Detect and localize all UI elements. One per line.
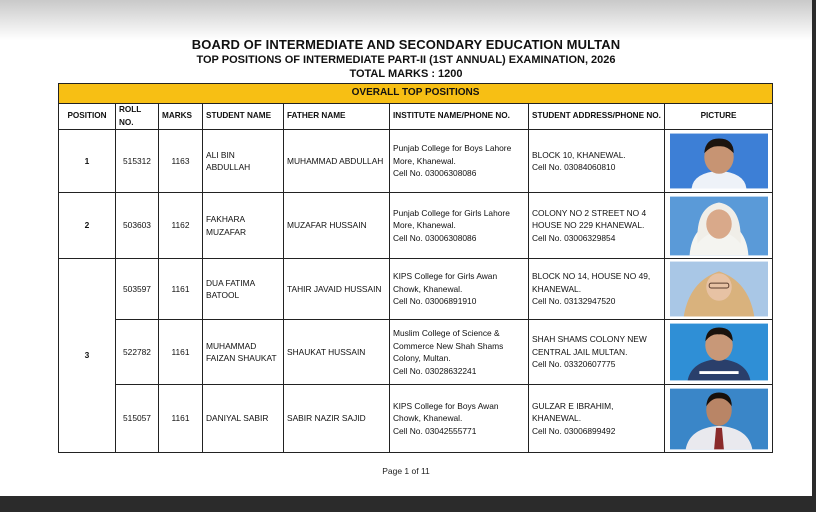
picture-cell [665,193,773,259]
address-cell [529,385,665,453]
address-line: Cell No. 03320607775 [532,359,616,370]
student-cell: FAKHARA MUZAFAR [203,193,284,259]
institute-line: More, Khanewal. [393,155,456,166]
col-picture: PICTURE [665,104,773,130]
address-line: HOUSE NO 229 KHANEWAL. [532,220,645,231]
scan-shadow [0,0,812,40]
total-marks: TOTAL MARKS : 1200 [349,68,463,80]
marks-cell: 1161 [159,259,203,320]
institute-line: Punjab College for Girls Lahore [393,207,510,218]
roll-cell: 522782 [116,320,159,385]
col-marks: MARKS [159,104,203,130]
col-student: STUDENT NAME [203,104,284,130]
marks-cell: 1162 [159,193,203,259]
father-cell: TAHIR JAVAID HUSSAIN [284,259,390,320]
address-line: Cell No. 03084060810 [532,162,616,172]
institute-cell [390,385,529,453]
address-line: KHANEWAL. [532,283,582,294]
table-banner: OVERALL TOP POSITIONS [59,84,773,104]
student-photo [670,323,768,381]
institute-line: More, Khanewal. [393,220,456,231]
address-line: CENTRAL JAIL MULTAN. [532,346,628,357]
institute-cell [390,320,529,385]
student-photo [670,196,768,256]
student-cell: ALI BIN ABDULLAH [203,130,284,193]
col-address: STUDENT ADDRESS/PHONE NO. [529,104,665,130]
institute-line: Chowk, Khanewal. [393,413,463,424]
address-cell [529,130,665,193]
roll-cell: 503597 [116,259,159,320]
father-cell: SABIR NAZIR SAJID [284,385,390,453]
position-cell: 3 [59,259,116,453]
institute-line: KIPS College for Boys Awan [393,400,499,411]
board-title: BOARD OF INTERMEDIATE AND SECONDARY EDUCATION MULTAN [191,37,621,52]
student-photo [670,133,768,189]
institute-line: Cell No. 03028632241 [393,365,477,376]
father-cell: MUZAFAR HUSSAIN [284,193,390,259]
student-cell: DUA FATIMA BATOOL [203,259,284,320]
address-line: Cell No. 03006899492 [532,425,616,436]
father-cell: MUHAMMAD ABDULLAH [284,130,390,193]
student-cell: DANIYAL SABIR [203,385,284,453]
exam-title: TOP POSITIONS OF INTERMEDIATE PART-II (1ST ANNUAL) EXAMINATION, 2026 [196,54,616,66]
col-father: FATHER NAME [284,104,390,130]
roll-cell: 503603 [116,193,159,259]
institute-line: Chowk, Khanewal. [393,283,463,294]
address-line: Cell No. 03132947520 [532,296,616,307]
institute-line: Cell No. 03006308086 [393,232,477,243]
institute-line: Muslim College of Science & [393,328,500,338]
marks-cell: 1163 [159,130,203,193]
institute-line: Colony, Multan. [393,353,451,363]
institute-cell [390,130,529,193]
table-row [59,385,773,453]
roll-cell: 515312 [116,130,159,193]
roll-cell: 515057 [116,385,159,453]
page-number: Page 1 of 11 [382,466,430,476]
address-line: BLOCK NO 14, HOUSE NO 49, [532,271,651,282]
position-cell: 1 [59,130,116,193]
address-line: BLOCK 10, KHANEWAL. [532,149,626,160]
institute-line: Commerce New Shah Shams [393,340,504,351]
marks-cell: 1161 [159,320,203,385]
student-photo [670,261,768,317]
table-row [59,130,773,193]
position-cell: 2 [59,193,116,259]
student-cell: MUHAMMAD FAIZAN SHAUKAT [203,320,284,385]
picture-cell [665,385,773,453]
table-row [59,259,773,320]
col-roll: ROLL NO. [116,104,159,130]
address-line: Cell No. 03006329854 [532,232,616,243]
address-line: GULZAR E IBRAHIM, KHANEWAL. [532,400,614,424]
address-line: SHAH SHAMS COLONY NEW [532,334,647,345]
picture-cell [665,259,773,320]
col-institute: INSTITUTE NAME/PHONE NO. [390,104,529,130]
table-row [59,320,773,385]
address-line: COLONY NO 2 STREET NO 4 [532,207,647,218]
col-position: POSITION [59,104,116,130]
institute-line: Cell No. 03006308086 [393,168,477,179]
picture-cell [665,130,773,193]
address-cell [529,320,665,385]
institute-cell [390,193,529,259]
table-row [59,193,773,259]
top-positions-table [58,83,773,453]
student-photo [670,388,768,450]
institute-line: KIPS College for Girls Awan [393,271,498,282]
institute-line: Punjab College for Boys Lahore [393,143,512,154]
institute-cell [390,259,529,320]
viewer-bottom-bar [0,496,816,512]
institute-line: Cell No. 03006891910 [393,296,477,307]
father-cell: SHAUKAT HUSSAIN [284,320,390,385]
address-cell [529,259,665,320]
address-cell [529,193,665,259]
marks-cell: 1161 [159,385,203,453]
institute-line: Cell No. 03042555771 [393,425,477,436]
picture-cell [665,320,773,385]
